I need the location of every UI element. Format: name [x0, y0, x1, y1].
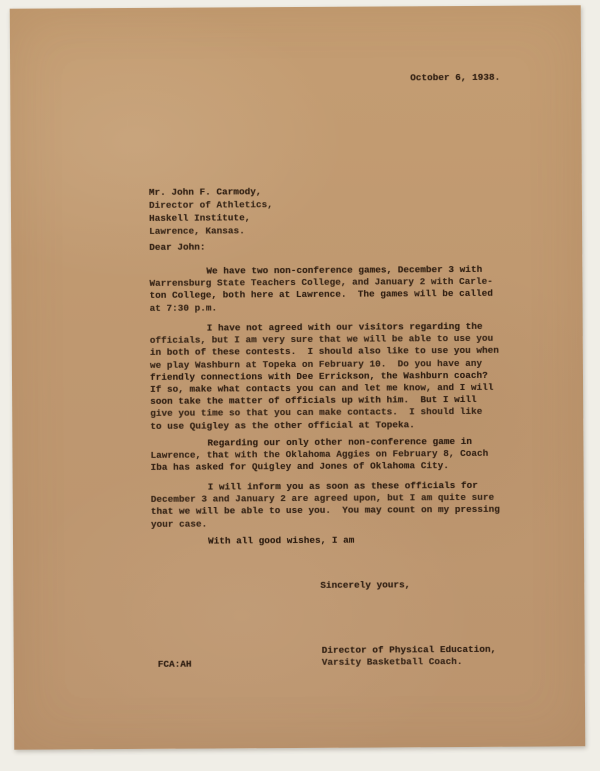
text-line: friendly connections with Dee Errickson, the Washburn coach?	[149, 369, 488, 383]
signoff: Sincerely yours,	[320, 579, 411, 591]
text-line: Haskell Institute,	[148, 212, 251, 224]
text-line: Director of Physical Education,	[321, 643, 497, 656]
signature-title-block	[322, 644, 497, 669]
text-line: at 7:30 p.m.	[149, 302, 218, 314]
text-line: Varsity Basketball Coach.	[321, 656, 463, 669]
closing-line: With all good wishes, I am	[207, 534, 355, 547]
reference-initials: FCA:AH	[157, 658, 192, 670]
text-line: give you time so that you can make contacts. I should like	[150, 406, 483, 420]
text-line: Warrensburg State Teachers College, and January 2 with Carle-	[149, 276, 493, 290]
text-line: in both of these contests. I should also like to use you when	[149, 345, 499, 359]
body-paragraph-4	[151, 480, 500, 531]
text-line: soon take the matter of officials up with him. But I will	[150, 394, 477, 408]
text-line: Mr. John F. Carmody,	[148, 186, 262, 198]
text-line: officials, but I am very sure that we will be able to use you	[149, 333, 494, 347]
text-line: Lawrence, Kansas.	[149, 225, 245, 237]
text-line: Lawrence, that with the Oklahoma Aggies on February 8, Coach	[150, 448, 489, 462]
text-line: I have not agreed with our visitors regarding the	[206, 320, 483, 334]
letter-date: October 6, 1938.	[410, 71, 501, 84]
body-paragraph-2	[150, 321, 500, 433]
text-line: December 3 and January 2 are agreed upon, but I am quite sure	[150, 492, 495, 506]
letter-paper	[10, 5, 586, 749]
text-line: I will inform you as soon as these officials for	[207, 479, 478, 493]
text-line: Regarding our only other non-conference game in	[207, 435, 473, 449]
text-line: to use Quigley as the other official at Topeka.	[150, 418, 415, 432]
text-line: that we will be able to use you. You may count on my pressing	[150, 504, 500, 518]
text-line: If so, make what contacts you can and let me know, and I will	[150, 381, 494, 395]
text-line: Director of Athletics,	[148, 199, 273, 211]
body-paragraph-3	[150, 436, 488, 475]
text-line: We have two non-conference games, December 3 with	[206, 263, 483, 277]
text-line: we play Washburn at Topeka on February 10. Do you have any	[149, 357, 483, 371]
recipient-address-block	[149, 185, 273, 238]
salutation: Dear John:	[149, 241, 206, 253]
text-line: Iba has asked for Quigley and Jones of Oklahoma City.	[150, 460, 449, 474]
text-line: your case.	[150, 518, 208, 530]
body-paragraph-1	[149, 264, 493, 315]
text-line: ton College, both here at Lawrence. The games will be called	[149, 288, 493, 302]
